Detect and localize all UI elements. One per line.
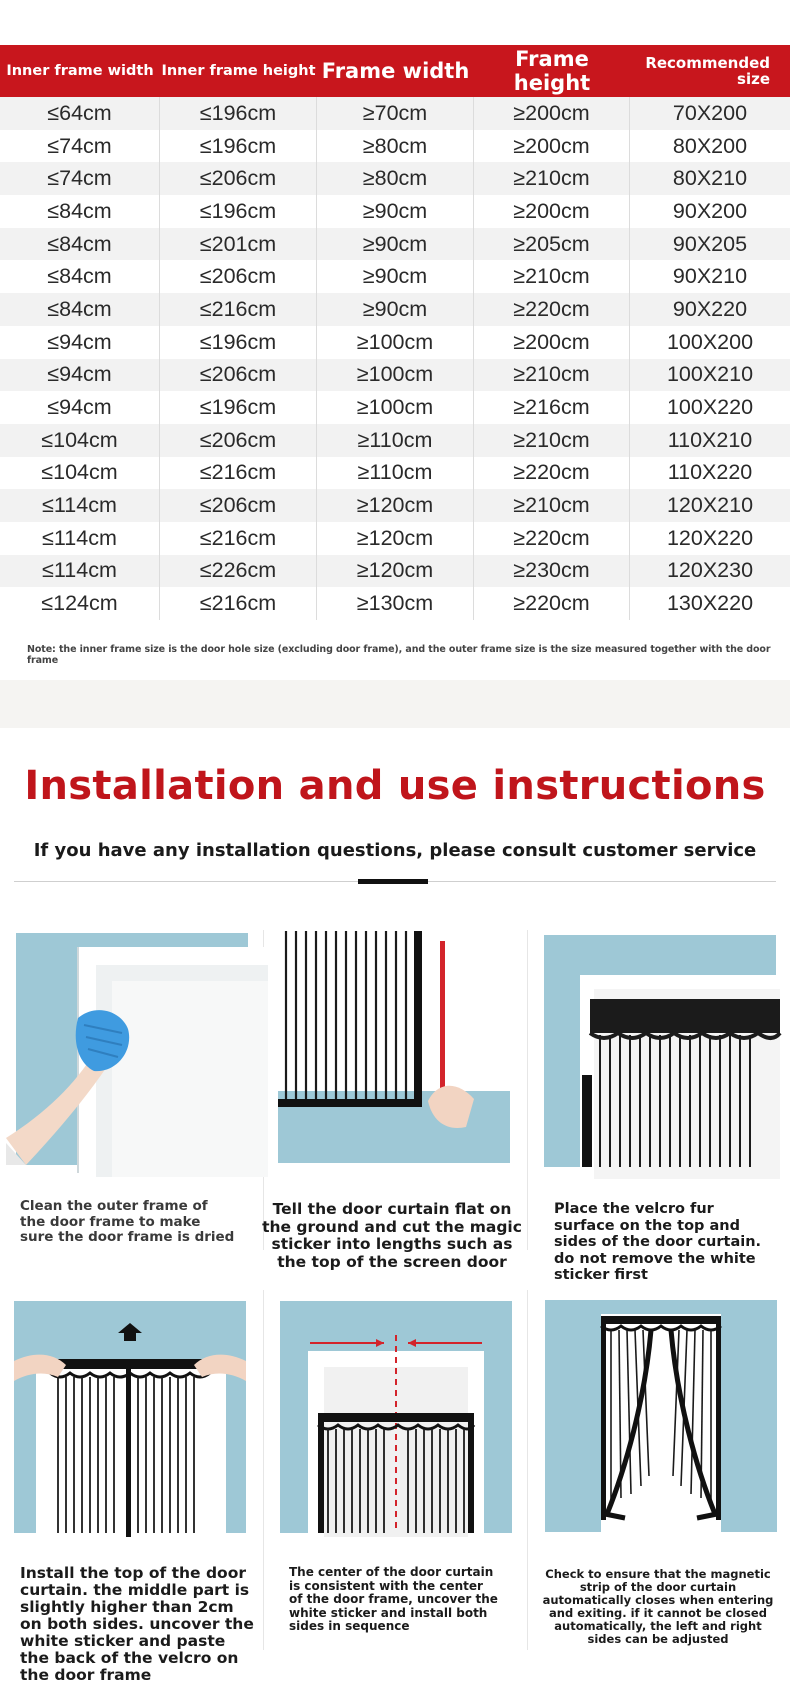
table-cell: ≥210cm [474, 424, 630, 457]
table-row [0, 391, 790, 424]
step-1-caption: Clean the outer frame of the door frame to make sure the door frame is dried [20, 1198, 235, 1245]
table-cell: ≥220cm [474, 457, 630, 490]
step-6-illustration [545, 1300, 777, 1532]
table-cell: 110X220 [667, 460, 753, 485]
table-cell: ≥210cm [474, 489, 630, 522]
cutting-sticker-icon [278, 931, 510, 1163]
table-cell: ≥90cm [317, 195, 474, 228]
table-cell: ≤74cm [0, 162, 160, 195]
table-cell: ≤84cm [0, 195, 160, 228]
table-cell: ≤206cm [160, 489, 317, 522]
table-cell: ≤94cm [0, 391, 160, 424]
table-cell: ≤124cm [0, 587, 160, 620]
table-row [0, 293, 790, 326]
step-1-illustration [16, 933, 248, 1165]
table-cell: 120X220 [666, 525, 754, 550]
step-3-caption: Place the velcro fur surface on the top and sides of the door curtain. do not remove the white sticker first [554, 1201, 762, 1283]
step-4-caption: Install the top of the door curtain. the middle part is slightly higher than 2cm on both sides. uncover the white sticker and paste the back of the velcro on the door frame [20, 1564, 254, 1684]
table-cell: ≥200cm [474, 326, 630, 359]
step-2-illustration [278, 931, 510, 1163]
table-cell: 120X230 [666, 558, 754, 583]
table-row [0, 587, 790, 620]
table-cell: 90X200 [672, 198, 748, 223]
table-cell: ≥120cm [317, 555, 474, 588]
step-6-caption: Check to ensure that the magnetic strip of the door curtain automatically closes when entering and exiting. if it cannot be closed automatically, the left and right sides can be adjusted [542, 1567, 774, 1646]
table-cell: ≤196cm [160, 195, 317, 228]
table-cell: ≥90cm [317, 228, 474, 261]
table-cell: 90X205 [672, 231, 748, 256]
table-cell: ≤206cm [160, 260, 317, 293]
step-5-illustration [280, 1301, 512, 1533]
table-cell: ≤206cm [160, 424, 317, 457]
table-cell: 100X210 [666, 362, 754, 387]
table-row [0, 162, 790, 195]
table-cell: ≥205cm [474, 228, 630, 261]
size-note: Note: the inner frame size is the door hole size (excluding door frame), and the outer frame size is the size measured together with the door frame [27, 644, 771, 666]
section-divider-band [0, 680, 790, 728]
step-5-caption: The center of the door curtain is consistent with the center of the door frame, uncover the white sticker and install both sides in sequence [289, 1565, 498, 1633]
table-cell: ≤104cm [0, 424, 160, 457]
table-cell: ≤94cm [0, 326, 160, 359]
table-cell: 100X200 [666, 329, 754, 354]
table-cell: ≤114cm [0, 489, 160, 522]
table-cell: ≥216cm [474, 391, 630, 424]
table-cell: ≥230cm [474, 555, 630, 588]
table-cell: ≥80cm [317, 162, 474, 195]
table-cell: ≤84cm [0, 228, 160, 261]
table-row [0, 326, 790, 359]
table-cell: ≤114cm [0, 522, 160, 555]
header-inner-frame-width: Inner frame width [6, 63, 154, 79]
table-cell: ≤94cm [0, 359, 160, 392]
table-cell: ≤196cm [160, 97, 317, 130]
table-cell: ≤74cm [0, 130, 160, 163]
table-cell: ≥90cm [317, 260, 474, 293]
table-row [0, 457, 790, 490]
column-separator [263, 1290, 264, 1650]
divider-accent [358, 879, 428, 884]
installation-subtitle: If you have any installation questions, please consult customer service [33, 840, 757, 861]
table-cell: ≤216cm [160, 457, 317, 490]
table-cell: ≤206cm [160, 162, 317, 195]
table-row [0, 130, 790, 163]
table-cell: ≥100cm [317, 359, 474, 392]
table-cell: ≥80cm [317, 130, 474, 163]
table-cell: ≤104cm [0, 457, 160, 490]
table-cell: 90X220 [672, 296, 748, 321]
column-separator [527, 930, 528, 1250]
table-row [0, 522, 790, 555]
installation-title: Installation and use instructions [24, 763, 766, 809]
table-row [0, 97, 790, 130]
magnetic-close-icon [545, 1300, 777, 1532]
table-cell: ≥110cm [317, 424, 474, 457]
table-cell: ≥110cm [317, 457, 474, 490]
table-row [0, 260, 790, 293]
table-cell: 80X210 [672, 166, 748, 191]
table-cell: ≤114cm [0, 555, 160, 588]
table-cell: ≤226cm [160, 555, 317, 588]
table-cell: ≥120cm [317, 522, 474, 555]
table-cell: ≥70cm [317, 97, 474, 130]
table-cell: ≥210cm [474, 162, 630, 195]
header-frame-width: Frame width [321, 59, 470, 83]
table-cell: ≥100cm [317, 326, 474, 359]
table-cell: ≤201cm [160, 228, 317, 261]
table-cell: ≤84cm [0, 260, 160, 293]
header-frame-height: Frame height [513, 47, 591, 95]
table-row [0, 228, 790, 261]
velcro-top-icon [544, 935, 776, 1167]
table-cell: ≥200cm [474, 97, 630, 130]
table-cell: ≥90cm [317, 293, 474, 326]
table-row [0, 424, 790, 457]
table-cell: ≥210cm [474, 260, 630, 293]
table-cell: ≥200cm [474, 195, 630, 228]
table-cell: ≥200cm [474, 130, 630, 163]
table-cell: 110X210 [667, 427, 753, 452]
table-header [0, 45, 790, 97]
cloth-wiping-icon [16, 933, 248, 1165]
table-cell: ≤216cm [160, 522, 317, 555]
table-cell: 100X220 [666, 395, 754, 420]
table-cell: ≤64cm [0, 97, 160, 130]
table-row [0, 489, 790, 522]
step-4-illustration [14, 1301, 246, 1533]
table-cell: 120X210 [666, 493, 754, 518]
table-row [0, 359, 790, 392]
table-cell: ≥130cm [317, 587, 474, 620]
size-table [0, 45, 790, 620]
center-align-icon [280, 1301, 512, 1533]
hang-curtain-icon [14, 1301, 246, 1533]
column-separator [527, 1290, 528, 1650]
table-cell: ≤216cm [160, 293, 317, 326]
table-cell: ≥220cm [474, 293, 630, 326]
table-cell: 130X220 [666, 591, 754, 616]
table-cell: ≤216cm [160, 587, 317, 620]
step-3-illustration [544, 935, 776, 1167]
header-inner-frame-height: Inner frame height [161, 63, 316, 79]
table-cell: 70X200 [672, 100, 748, 125]
table-cell: ≤196cm [160, 391, 317, 424]
table-cell: ≥210cm [474, 359, 630, 392]
table-cell: ≥120cm [317, 489, 474, 522]
table-cell: ≥220cm [474, 587, 630, 620]
table-cell: ≤196cm [160, 130, 317, 163]
table-cell: ≤196cm [160, 326, 317, 359]
table-row [0, 555, 790, 588]
table-row [0, 195, 790, 228]
step-2-caption: Tell the door curtain flat on the ground and cut the magic sticker into lengths such as the top of the screen door [262, 1200, 522, 1271]
table-cell: ≤206cm [160, 359, 317, 392]
header-recommended-size: Recommended size [645, 54, 770, 88]
table-cell: ≥220cm [474, 522, 630, 555]
table-cell: ≤84cm [0, 293, 160, 326]
table-cell: 90X210 [672, 264, 748, 289]
table-cell: 80X200 [672, 133, 748, 158]
table-cell: ≥100cm [317, 391, 474, 424]
table-body [0, 97, 790, 620]
